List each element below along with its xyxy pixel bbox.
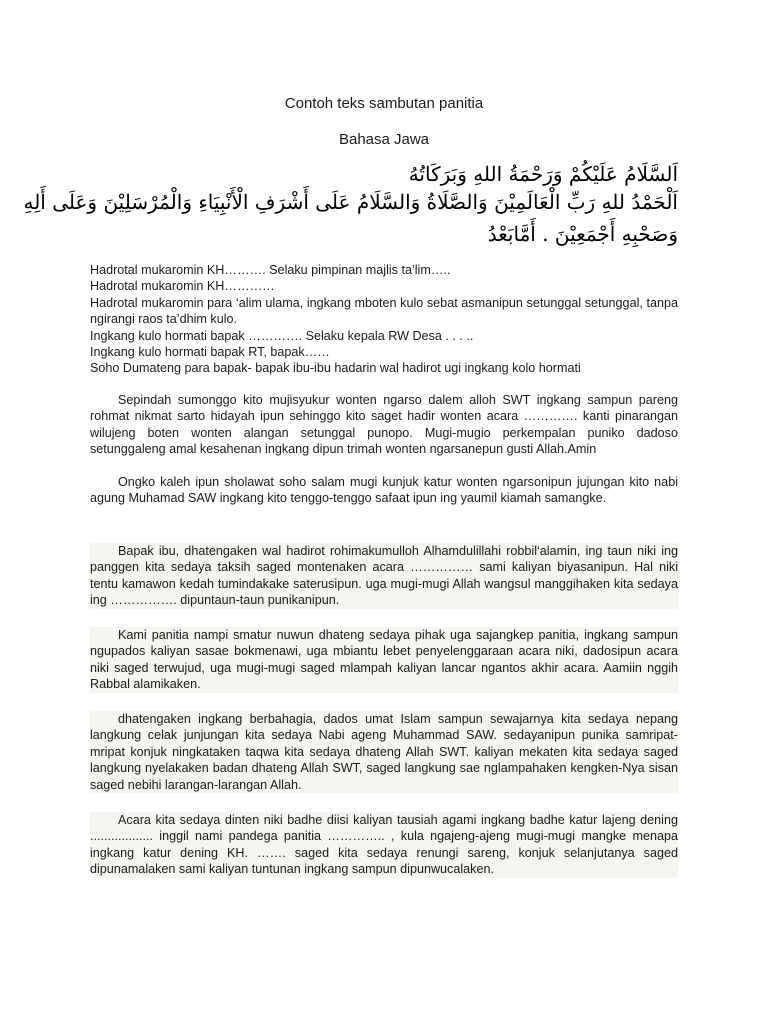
document-subtitle: Bahasa Jawa [338,131,430,148]
salutation-line: Hadrotal mukaromin para ‘alim ulama, ingkang mboten kulo sebat asmanipun setunggal setunggal, tanpa ngirangi raos ta’dhim kulo. [90,295,678,327]
salutation-line: Hadrotal mukaromin KH………. Selaku pimpinan majlis ta’lim….. [90,263,451,277]
arabic-opening-line-1: اَلْحَمْدُ للهِ رَبِّ الْعَالَمِيْنَ وَالصَّلَاةُ وَالسَّلَامُ عَلَى أَشْرَفِ الْأَنْبِيَاءِ وَالْمُرْسَلِيْنَ وَعَلَى أَلِهِ [23,190,678,214]
paragraph: dhatengaken ingkang berbahagia, dados umat Islam sampun sewajarnya kita sedaya nepang langkung celak junjungan kita sedaya Nabi ageng Muhammad SAW. sedayanipun punika samripat-mripat konjuk ningkataken taqwa kita sedaya dhateng Allah SWT. kaliyan mekaten kita sedaya saged langkung nyelakaken badan dhateng Allah SWT, saged langkung sae nglampahaken kengken-Nya sisan saged nebihi larangan-larangan Allah. [90,712,678,792]
paragraph: Sepindah sumonggo kito mujisyukur wonten ngarso dalem alloh SWT ingkang sampun pareng rohmat nikmat sarto hidayah ipun sehinggo kito saget hadir wonten acara …………. kanti pinarangan wilujeng boten wonten alangan setunggal punopo. Mugi-mugio perkempalan puniko dadoso setunggaleng amal kesahenan ingkang dipun trimah wonten ngarsanepun gusti Allah.Amin [90,393,678,457]
salutation-line: Ingkang kulo hormati bapak …………. Selaku kepala RW Desa . . . .. [90,328,474,343]
paragraph: Ongko kaleh ipun sholawat soho salam mugi kunjuk katur wonten ngarsonipun jujungan kito nabi agung Muhamad SAW ingkang kito tenggo-tenggo safaat ipun ing yaumil kiamah samangke. [90,475,678,506]
salutation-line: Soho Dumateng para bapak- bapak ibu-ibu hadarin wal hadirot ugi ingkang kolo hormati [90,361,581,376]
document-title: Contoh teks sambutan panitia [284,95,484,112]
paragraph: Bapak ibu, dhatengaken wal hadirot rohimakumulloh Alhamdulillahi robbil‘alamin, ing taun niki ing panggen kita sedaya taksih saged montenaken acara …………… sami kaliyan biyasanipun. Hal niki tentu kamawon kedah tumindakake saterusipun. uga mugi-mugi Allah wangsul manggihaken kita sedaya ing ……………. dipuntaun-taun punikanipun. [90,544,678,608]
paragraph: Acara kita sedaya dinten niki badhe diisi kaliyan tausiah agami ingkang badhe katur lajeng dening .................. inggil nami pandega panitia ………….. , kula ngajeng-ajeng mugi-mugi mangke menapa ingkang katur dening KH. ……. saged kita sedaya renungi sareng, konjuk selanjutanya saged dipunamalaken sami kaliyan tuntunan ingkang sampun dipunwucalaken. [90,813,678,877]
paragraph: Kami panitia nampi smatur nuwun dhateng sedaya pihak uga sajangkep panitia, ingkang sampun ngupados kaliyan sasae bokmenawi, uga mbiantu lebet penyelenggaraan acara niki, dadosipun acara niki saged terwujud, uga mugi-mugi saged mlampah kaliyan lancar ngantos akhir acara. Aamiin nggih Rabbal alamikaken. [90,628,678,692]
arabic-greeting: اَلسَّلَامُ عَلَيْكُمْ وَرَحْمَةُ اللهِ وَبَرَكَاتُهُ [408,162,678,186]
salutation-line: Ingkang kulo hormati bapak RT, bapak…… [90,345,330,360]
salutation-list [90,262,678,377]
arabic-opening-line-2: وَصَحْبِهِ أَجْمَعِيْنَ . أَمَّابَعْدُ [487,222,678,246]
salutation-line: Hadrotal mukaromin KH………… [90,279,275,294]
